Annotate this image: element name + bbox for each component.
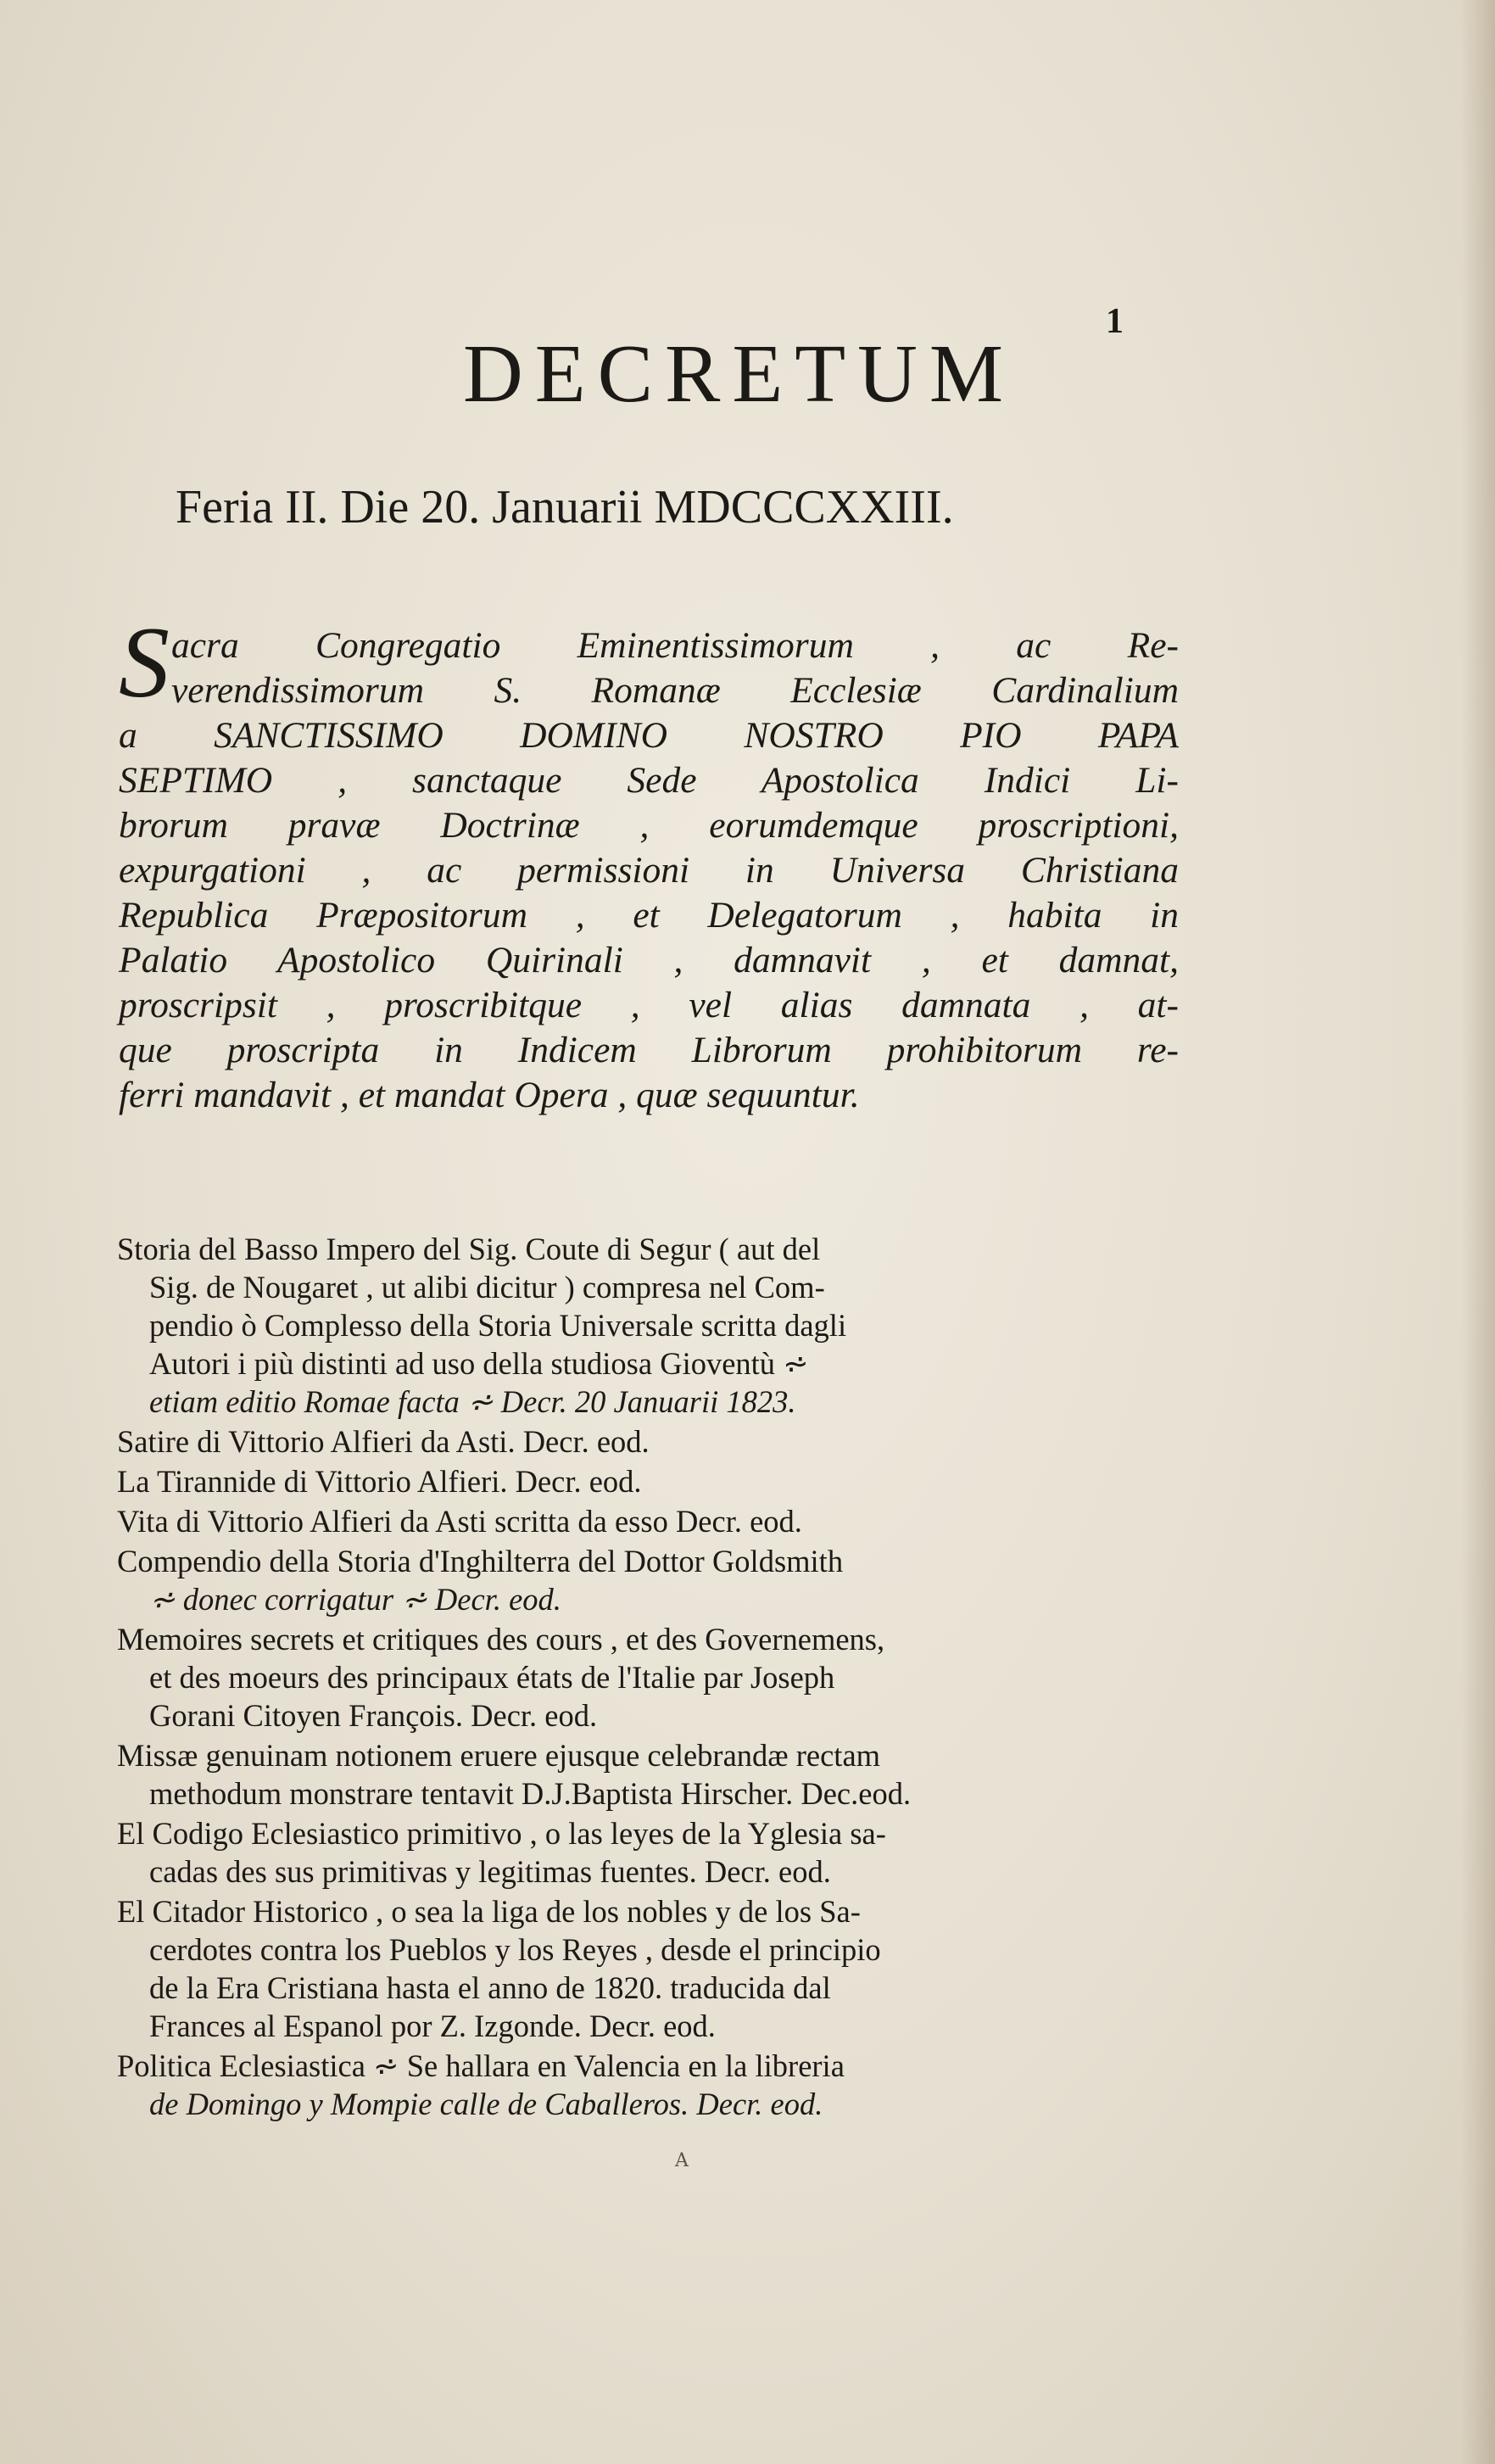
entry-line: Autori i più distinti ad uso della studiosa Gioventù ⩫ bbox=[149, 1346, 809, 1381]
list-item bbox=[117, 1542, 1156, 1618]
intro-line: proscripsit , proscribitque , vel alias damnata , at- bbox=[119, 985, 1179, 1025]
entry-line: Missæ genuinam notionem eruere ejusque celebrandæ rectam bbox=[117, 1738, 881, 1773]
entry-line: El Citador Historico , o sea la liga de los nobles y de los Sa- bbox=[117, 1894, 861, 1929]
intro-line: Republica Præpositorum , et Delegatorum , habita in bbox=[119, 895, 1179, 936]
title-text: DECRETUM bbox=[463, 328, 1015, 420]
list-item bbox=[117, 1502, 1156, 1540]
intro-line: expurgationi , ac permissioni in Universa Christiana bbox=[119, 850, 1179, 891]
list-item bbox=[117, 1814, 1156, 1891]
intro-line: verendissimorum S. Romanæ Ecclesiæ Cardinalium bbox=[171, 670, 1179, 711]
list-item bbox=[117, 1620, 1156, 1735]
page-number: 1 bbox=[1106, 302, 1124, 341]
list-item bbox=[117, 1462, 1156, 1500]
intro-line: que proscripta in Indicem Librorum prohibitorum re- bbox=[119, 1030, 1179, 1070]
list-item bbox=[117, 1892, 1156, 2045]
entry-line: ⩫ donec corrigatur ⩫ Decr. eod. bbox=[149, 1582, 561, 1617]
date-subtitle: Feria II. Die 20. Januarii MDCCCXXIII. bbox=[176, 481, 954, 534]
entry-line: de Domingo y Mompie calle de Caballeros. Decr. eod. bbox=[149, 2087, 823, 2121]
list-item bbox=[117, 1230, 1156, 1421]
entry-line: Politica Eclesiastica ⩫ Se hallara en Valencia en la libreria bbox=[117, 2048, 845, 2083]
entry-line: Storia del Basso Impero del Sig. Coute di Segur ( aut del bbox=[117, 1232, 821, 1266]
entry-line: La Tirannide di Vittorio Alfieri. Decr. eod. bbox=[117, 1464, 642, 1499]
entry-line: cadas des sus primitivas y legitimas fuentes. Decr. eod. bbox=[149, 1854, 831, 1889]
intro-line: ferri mandavit , et mandat Opera , quæ sequuntur. bbox=[119, 1075, 860, 1115]
list-item bbox=[117, 1736, 1156, 1813]
entry-line: methodum monstrare tentavit D.J.Baptista Hirscher. Dec.eod. bbox=[149, 1776, 912, 1811]
signature-mark: A bbox=[675, 2150, 689, 2171]
entry-line: Compendio della Storia d'Inghilterra del Dottor Goldsmith bbox=[117, 1544, 844, 1578]
drop-cap: S bbox=[119, 606, 170, 718]
entry-line: El Codigo Eclesiastico primitivo , o las leyes de la Yglesia sa- bbox=[117, 1816, 886, 1851]
entry-line: de la Era Cristiana hasta el anno de 1820. traducida dal bbox=[149, 1970, 831, 2005]
entry-line: Vita di Vittorio Alfieri da Asti scritta da esso Decr. eod. bbox=[117, 1504, 802, 1539]
entry-line: Memoires secrets et critiques des cours , et des Governemens, bbox=[117, 1622, 885, 1657]
intro-line: acra Congregatio Eminentissimorum , ac Re- bbox=[171, 625, 1179, 666]
list-item bbox=[117, 2047, 1156, 2123]
intro-line: brorum pravæ Doctrinæ , eorumdemque proscriptioni, bbox=[119, 805, 1179, 846]
intro-line: a SANCTISSIMO DOMINO NOSTRO PIO PAPA bbox=[119, 715, 1179, 756]
entry-line: Gorani Citoyen François. Decr. eod. bbox=[149, 1698, 598, 1733]
intro-paragraph bbox=[119, 606, 1179, 1118]
entry-line: cerdotes contra los Pueblos y los Reyes , desde el principio bbox=[149, 1932, 881, 1967]
intro-line: SEPTIMO , sanctaque Sede Apostolica Indici Li- bbox=[119, 760, 1179, 801]
entry-line: Frances al Espanol por Z. Izgonde. Decr. eod. bbox=[149, 2009, 716, 2043]
prohibited-works-list bbox=[117, 1230, 1156, 2125]
entry-line: et des moeurs des principaux états de l'Italie par Joseph bbox=[149, 1660, 835, 1695]
page-title bbox=[0, 327, 1495, 422]
entry-line: Satire di Vittorio Alfieri da Asti. Decr. eod. bbox=[117, 1424, 650, 1459]
list-item bbox=[117, 1422, 1156, 1461]
entry-line: pendio ò Complesso della Storia Universale scritta dagli bbox=[149, 1308, 847, 1343]
entry-line: Sig. de Nougaret , ut alibi dicitur ) compresa nel Com- bbox=[149, 1270, 825, 1305]
entry-line: etiam editio Romae facta ⩫ Decr. 20 Januarii 1823. bbox=[149, 1384, 796, 1419]
intro-line: Palatio Apostolico Quirinali , damnavit , et damnat, bbox=[119, 940, 1179, 981]
